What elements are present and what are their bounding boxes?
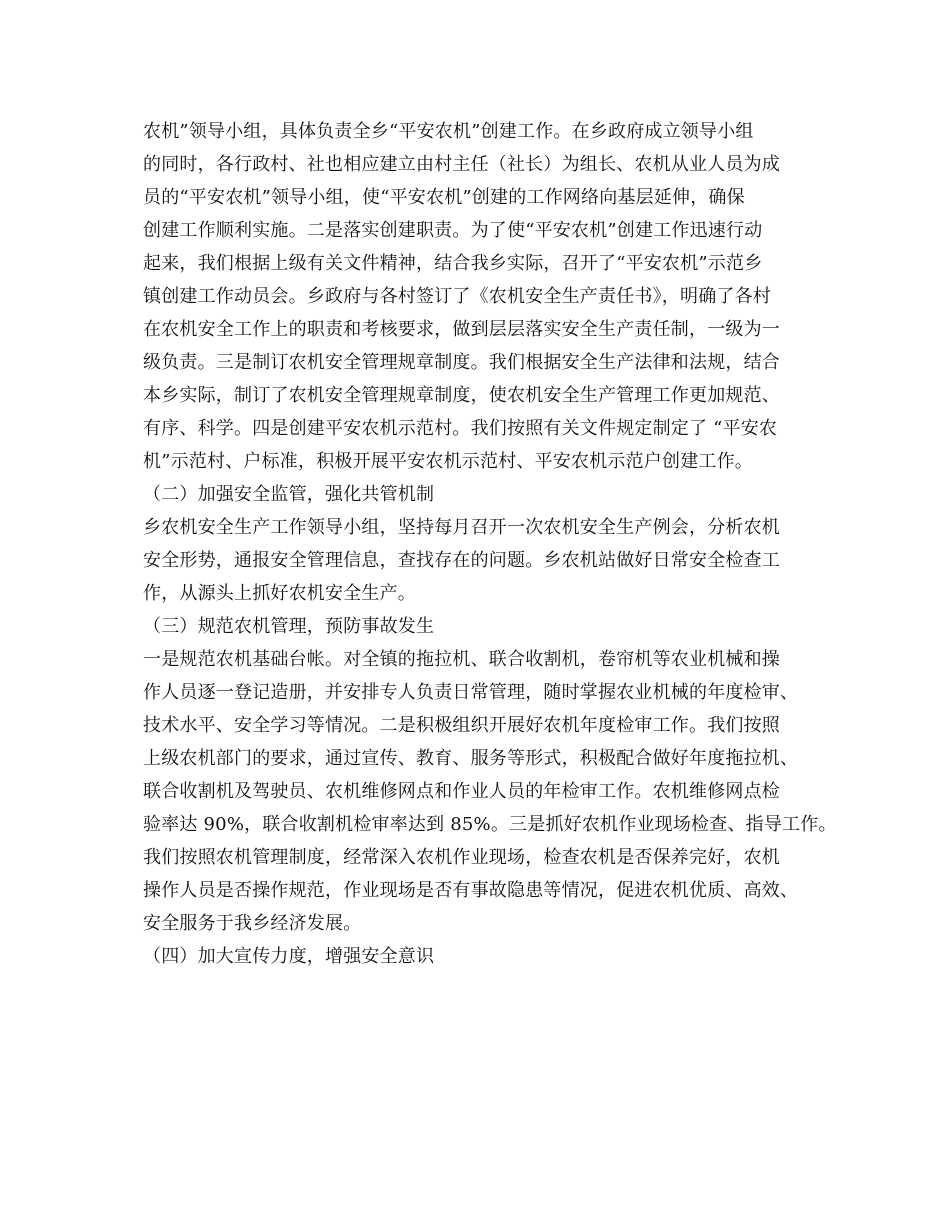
text-line: 在农机安全工作上的职责和考核要求，做到层层落实安全生产责任制，一级为一: [143, 319, 780, 340]
text-line: 级负责。三是制订农机安全管理规章制度。我们根据安全生产法律和法规，结合: [143, 352, 780, 373]
text-line: 验率达 90%，联合收割机检审率达到 85%。三是抓好农机作业现场检查、指导工作。: [143, 814, 837, 835]
document-body: [143, 115, 837, 973]
text-line: 镇创建工作动员会。乡政府与各村签订了《农机安全生产责任书》，明确了各村: [143, 286, 771, 307]
text-line: 有序、科学。四是创建平安农机示范村。我们按照有关文件规定制定了 “平安农: [143, 418, 778, 439]
text-line: 操作人员是否操作规范，作业现场是否有事故隐患等情况，促进农机优质、高效、: [143, 880, 799, 901]
text-line: 联合收割机及驾驶员、农机维修网点和作业人员的年检审工作。农机维修网点检: [143, 781, 780, 802]
text-line: 作，从源头上抓好农机安全生产。: [143, 583, 416, 604]
text-line: 我们按照农机管理制度，经常深入农机作业现场，检查农机是否保养完好，农机: [143, 847, 780, 868]
text-line: 安全形势，通报安全管理信息，查找存在的问题。乡农机站做好日常安全检查工: [143, 550, 780, 571]
text-line: 机”示范村、户标准，积极开展平安农机示范村、平安农机示范户创建工作。: [143, 451, 753, 472]
text-line: 作人员逐一登记造册，并安排专人负责日常管理，随时掌握农业机械的年度检审、: [143, 682, 799, 703]
text-line: 农机”领导小组，具体负责全乡“平安农机”创建工作。在乡政府成立领导小组: [143, 121, 754, 142]
section-heading: （二）加强安全监管，强化共管机制: [143, 484, 435, 505]
text-line: 创建工作顺利实施。二是落实创建职责。为了使“平安农机”创建工作迅速行动: [143, 220, 763, 241]
text-line: 安全服务于我乡经济发展。: [143, 913, 362, 934]
text-line: 的同时，各行政村、社也相应建立由村主任（社长）为组长、农机从业人员为成: [143, 154, 780, 175]
text-line: 上级农机部门的要求，通过宣传、教育、服务等形式，积极配合做好年度拖拉机、: [143, 748, 799, 769]
text-line: 乡农机安全生产工作领导小组，坚持每月召开一次农机安全生产例会，分析农机: [143, 517, 780, 538]
text-line: 起来，我们根据上级有关文件精神，结合我乡实际，召开了“平安农机”示范乡: [143, 253, 763, 274]
text-line: 一是规范农机基础台帐。对全镇的拖拉机、联合收割机，卷帘机等农业机械和操: [143, 649, 780, 670]
text-line: 技术水平、安全学习等情况。二是积极组织开展好农机年度检审工作。我们按照: [143, 715, 780, 736]
text-line: 员的“平安农机”领导小组，使“平安农机”创建的工作网络向基层延伸，确保: [143, 187, 745, 208]
section-heading: （四）加大宣传力度，增强安全意识: [143, 946, 435, 967]
section-heading: （三）规范农机管理，预防事故发生: [143, 616, 435, 637]
text-line: 本乡实际，制订了农机安全管理规章制度，使农机安全生产管理工作更加规范、: [143, 385, 780, 406]
